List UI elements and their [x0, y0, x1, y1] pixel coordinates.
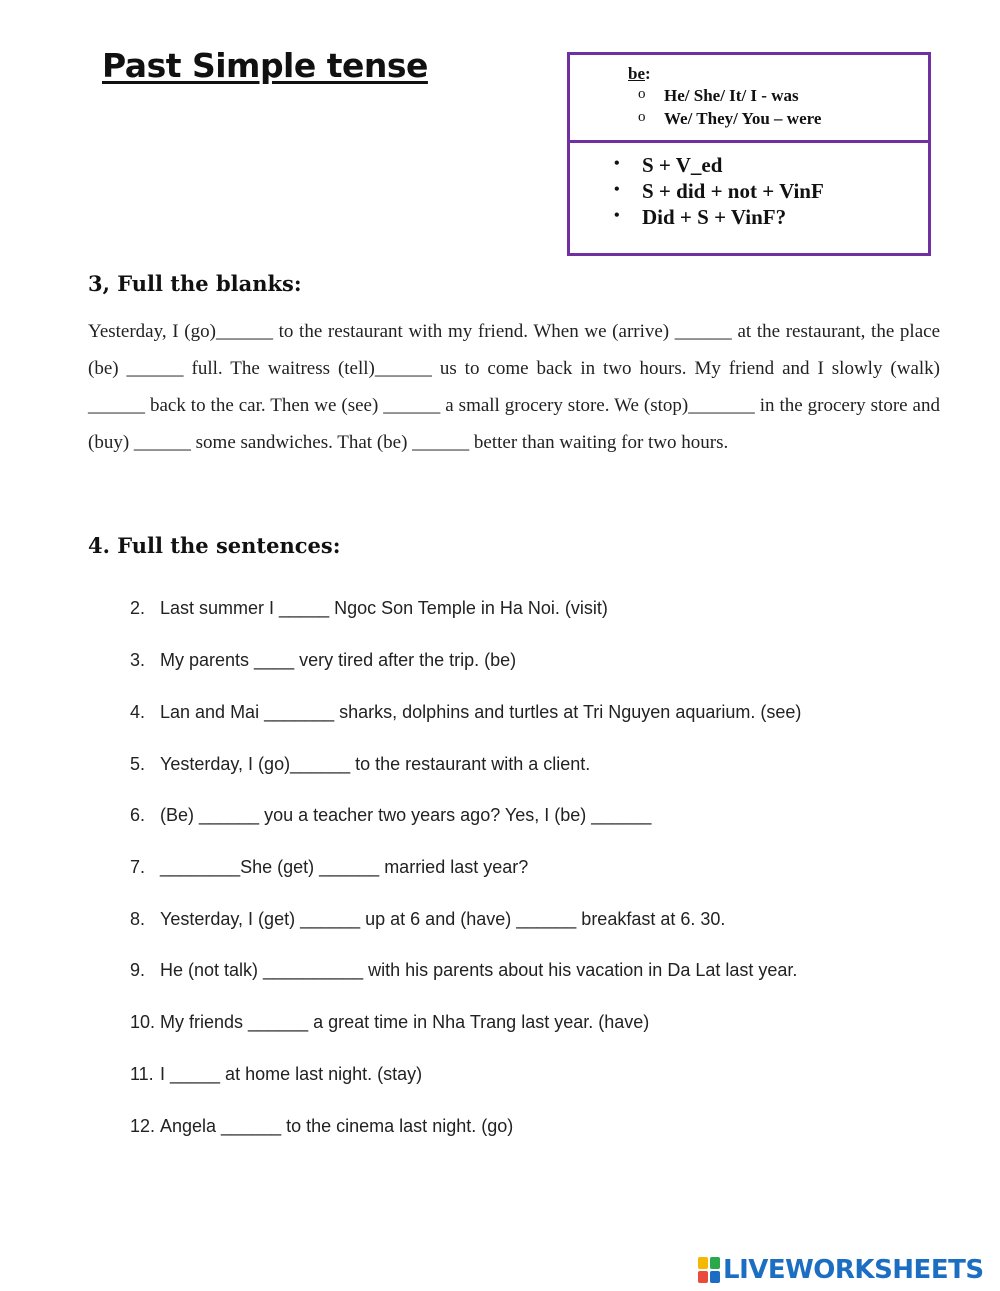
circle-bullet-icon: o [638, 109, 646, 125]
liveworksheets-logo [698, 1253, 984, 1287]
logo-square [710, 1257, 720, 1269]
list-item: 3. My parents ____ very tired after the trip. (be) [130, 650, 517, 670]
formula-affirmative: • S + V_ed [614, 153, 723, 177]
be-item-plural: o We/ They/ You – were [638, 109, 822, 128]
logo-square [710, 1271, 720, 1283]
list-item: 10. My friends ______ a great time in Nha Trang last year. (have) [130, 1012, 650, 1032]
list-item: 2. Last summer I _____ Ngoc Son Temple in Ha Noi. (visit) [130, 598, 608, 618]
fill-blanks-paragraph: Yesterday, I (go)______ to the restaurant with my friend. When we (arrive) ______ at the restaurant, the place (be) ______ full. The waitress (tell)______ us to come back in two hours. My friend and I slowly (walk) ______ back to the car. Then we (see) ______ a small grocery store. We (stop)_______ in the grocery store and (buy) ______ some sandwiches. That (be) ______ better than waiting for two hours. [88, 321, 940, 453]
bullet-icon: • [614, 207, 620, 224]
be-item-singular: o He/ She/ It/ I - was [638, 86, 799, 105]
list-item: 9. He (not talk) __________ with his parents about his vacation in Da Lat last year. [130, 960, 798, 980]
logo-square [698, 1271, 708, 1283]
logo-square [698, 1257, 708, 1269]
grammar-rules-box [567, 52, 931, 256]
be-label: be: [628, 64, 651, 83]
page-title: Past Simple tense [102, 46, 428, 85]
list-item: 5. Yesterday, I (go)______ to the restaurant with a client. [130, 754, 591, 774]
be-rules [570, 55, 928, 143]
section-3-heading: 3, Full the blanks: [88, 271, 302, 296]
brand-name: LIVEWORKSHEETS [723, 1255, 984, 1285]
list-item: 12. Angela ______ to the cinema last night. (go) [130, 1116, 514, 1136]
circle-bullet-icon: o [638, 86, 646, 102]
list-item: 7. ________She (get) ______ married last year? [130, 857, 529, 877]
bullet-icon: • [614, 155, 620, 172]
section-4-heading: 4. Full the sentences: [88, 533, 341, 558]
list-item: 8. Yesterday, I (get) ______ up at 6 and (have) ______ breakfast at 6. 30. [130, 909, 726, 929]
formula-negative: • S + did + not + VinF [614, 179, 824, 203]
list-item: 4. Lan and Mai _______ sharks, dolphins and turtles at Tri Nguyen aquarium. (see) [130, 702, 802, 722]
list-item: 6. (Be) ______ you a teacher two years ago? Yes, I (be) ______ [130, 805, 652, 825]
bullet-icon: • [614, 181, 620, 198]
formula-question: • Did + S + VinF? [614, 205, 787, 229]
list-item: 11. I _____ at home last night. (stay) [130, 1064, 423, 1084]
liveworksheets-logo-icon [698, 1257, 720, 1283]
